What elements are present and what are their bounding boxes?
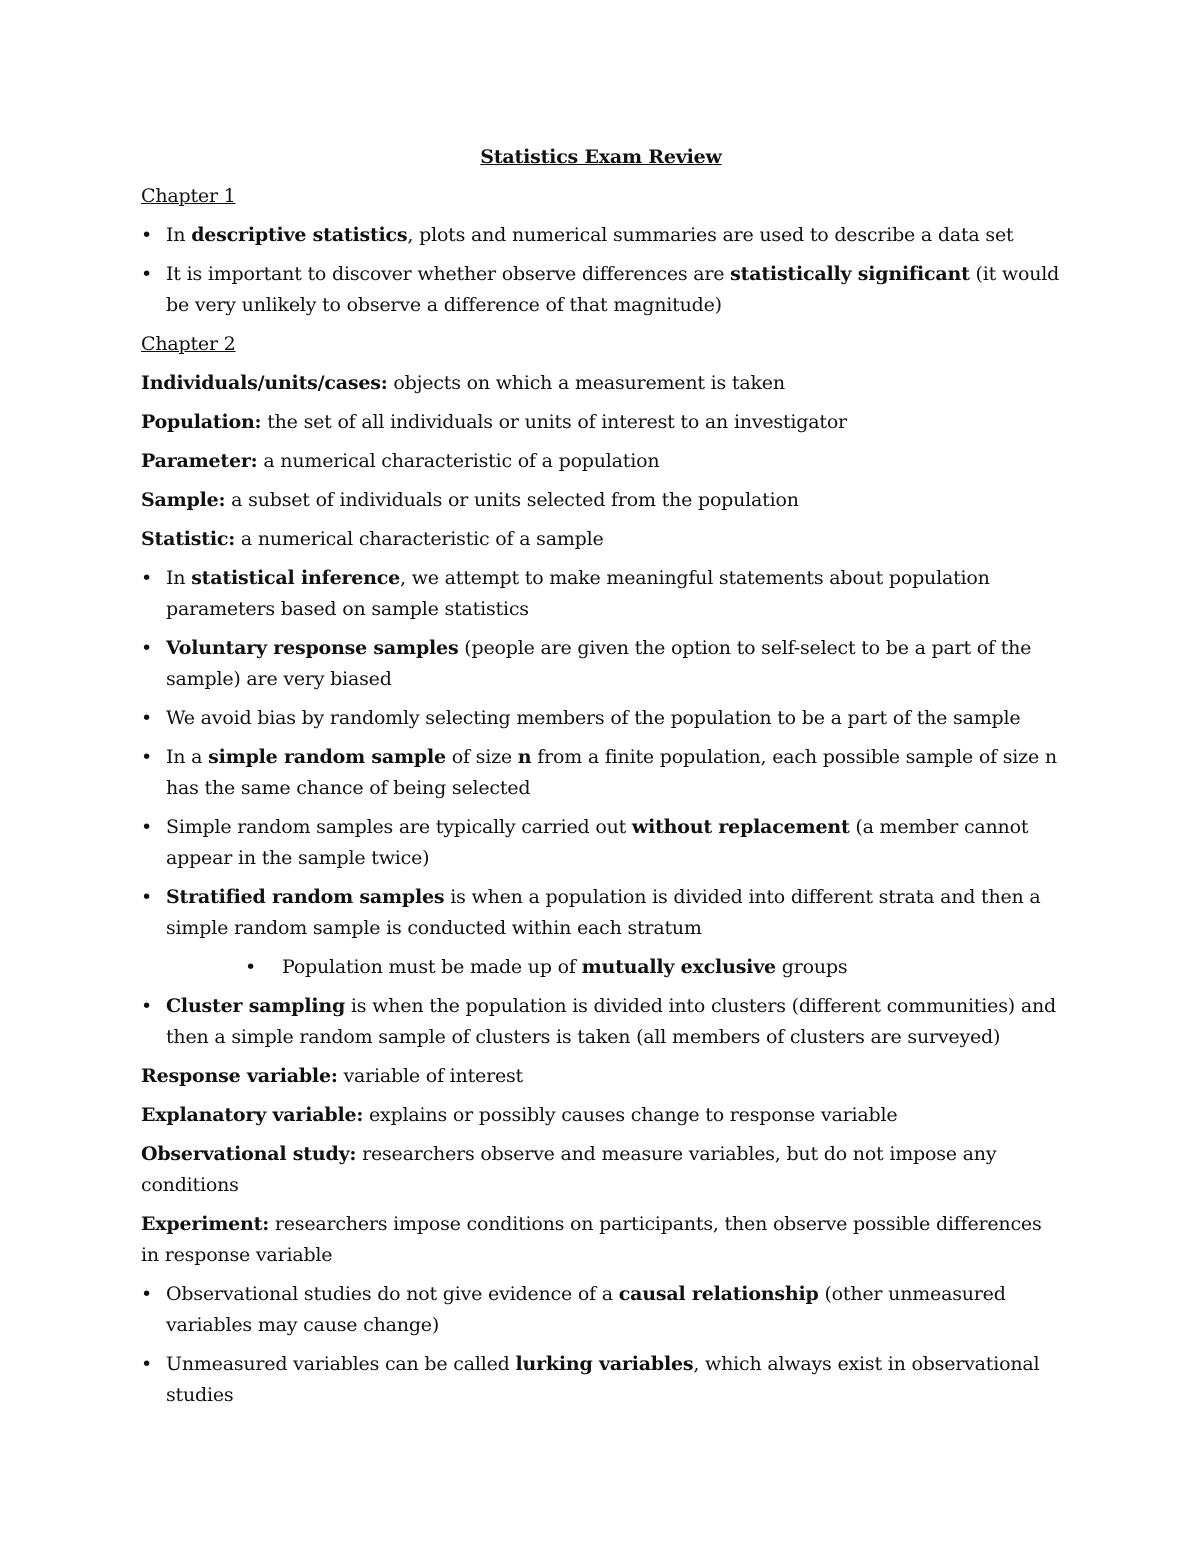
bullet-marker: •	[141, 816, 153, 838]
bullet-causal-relationship: • Observational studies do not give evidence of a causal relationship (other unmeasured variables may cause change)	[141, 1279, 1061, 1341]
key-term: statistically significant	[730, 263, 970, 285]
bullet-statistically-significant: • It is important to discover whether observe differences are statistically significant (it would be very unlikely to observe a difference of that magnitude)	[141, 259, 1061, 321]
sub-bullet-mutually-exclusive: • Population must be made up of mutually exclusive groups	[141, 952, 1061, 983]
key-term: lurking variables	[515, 1353, 694, 1375]
bullet-marker: •	[141, 224, 153, 246]
definition-sample: Sample: a subset of individuals or units selected from the population	[141, 489, 799, 511]
definition-term: Statistic:	[141, 528, 236, 550]
bullet-marker: •	[141, 707, 153, 729]
definition-term: Individuals/units/cases:	[141, 372, 388, 394]
key-term: descriptive statistics	[191, 224, 408, 246]
bullet-marker: •	[141, 567, 153, 589]
definition-individuals: Individuals/units/cases: objects on which a measurement is taken	[141, 372, 785, 394]
definition-parameter: Parameter: a numerical characteristic of a population	[141, 450, 660, 472]
definition-term: Population:	[141, 411, 262, 433]
chapter-1-heading: Chapter 1	[141, 185, 236, 207]
key-term: Stratified random samples	[166, 886, 445, 908]
bullet-marker: •	[141, 1353, 153, 1375]
definition-term: Response variable:	[141, 1065, 338, 1087]
bullet-stratified-random-samples: • Stratified random samples is when a population is divided into different strata and then a simple random sample is conducted within each stratum	[141, 882, 1061, 944]
bullet-without-replacement: • Simple random samples are typically carried out without replacement (a member cannot appear in the sample twice)	[141, 812, 1061, 874]
page-title: Statistics Exam Review	[480, 146, 722, 168]
definition-statistic: Statistic: a numerical characteristic of a sample	[141, 528, 604, 550]
definition-observational-study: Observational study: researchers observe and measure variables, but do not impose any conditions	[141, 1143, 997, 1196]
bullet-marker: •	[245, 956, 257, 978]
bullet-marker: •	[141, 995, 153, 1017]
definition-response-variable: Response variable: variable of interest	[141, 1065, 523, 1087]
definition-term: Sample:	[141, 489, 226, 511]
bullet-cluster-sampling: • Cluster sampling is when the population is divided into clusters (different communities) and then a simple random sample of clusters is taken (all members of clusters are surveyed)	[141, 991, 1061, 1053]
chapter-2-heading: Chapter 2	[141, 333, 236, 355]
key-term: statistical inference	[191, 567, 401, 589]
bullet-simple-random-sample: • In a simple random sample of size n from a finite population, each possible sample of size n has the same chance of being selected	[141, 742, 1061, 804]
bullet-marker: •	[141, 637, 153, 659]
key-term: causal relationship	[618, 1283, 819, 1305]
bullet-marker: •	[141, 263, 153, 285]
definition-experiment: Experiment: researchers impose conditions on participants, then observe possible differences in response variable	[141, 1213, 1042, 1266]
definition-term: Observational study:	[141, 1143, 357, 1165]
key-term: Cluster sampling	[166, 995, 346, 1017]
definition-term: Experiment:	[141, 1213, 270, 1235]
definition-term: Explanatory variable:	[141, 1104, 364, 1126]
bullet-marker: •	[141, 886, 153, 908]
bullet-descriptive-statistics: • In descriptive statistics, plots and numerical summaries are used to describe a data set	[141, 220, 1061, 251]
document-body	[141, 142, 1061, 1419]
bullet-avoid-bias: • We avoid bias by randomly selecting members of the population to be a part of the sample	[141, 703, 1061, 734]
bullet-statistical-inference: • In statistical inference, we attempt to make meaningful statements about population parameters based on sample statistics	[141, 563, 1061, 625]
bullet-marker: •	[141, 1283, 153, 1305]
key-term: mutually exclusive	[581, 956, 776, 978]
key-term: n	[517, 746, 532, 768]
key-term: without replacement	[631, 816, 850, 838]
definition-population: Population: the set of all individuals or units of interest to an investigator	[141, 411, 847, 433]
definition-explanatory-variable: Explanatory variable: explains or possibly causes change to response variable	[141, 1104, 898, 1126]
bullet-marker: •	[141, 746, 153, 768]
bullet-voluntary-response: • Voluntary response samples (people are given the option to self-select to be a part of the sample) are very biased	[141, 633, 1061, 695]
bullet-lurking-variables: • Unmeasured variables can be called lurking variables, which always exist in observational studies	[141, 1349, 1061, 1411]
definition-term: Parameter:	[141, 450, 258, 472]
key-term: Voluntary response samples	[166, 637, 459, 659]
key-term: simple random sample	[208, 746, 446, 768]
